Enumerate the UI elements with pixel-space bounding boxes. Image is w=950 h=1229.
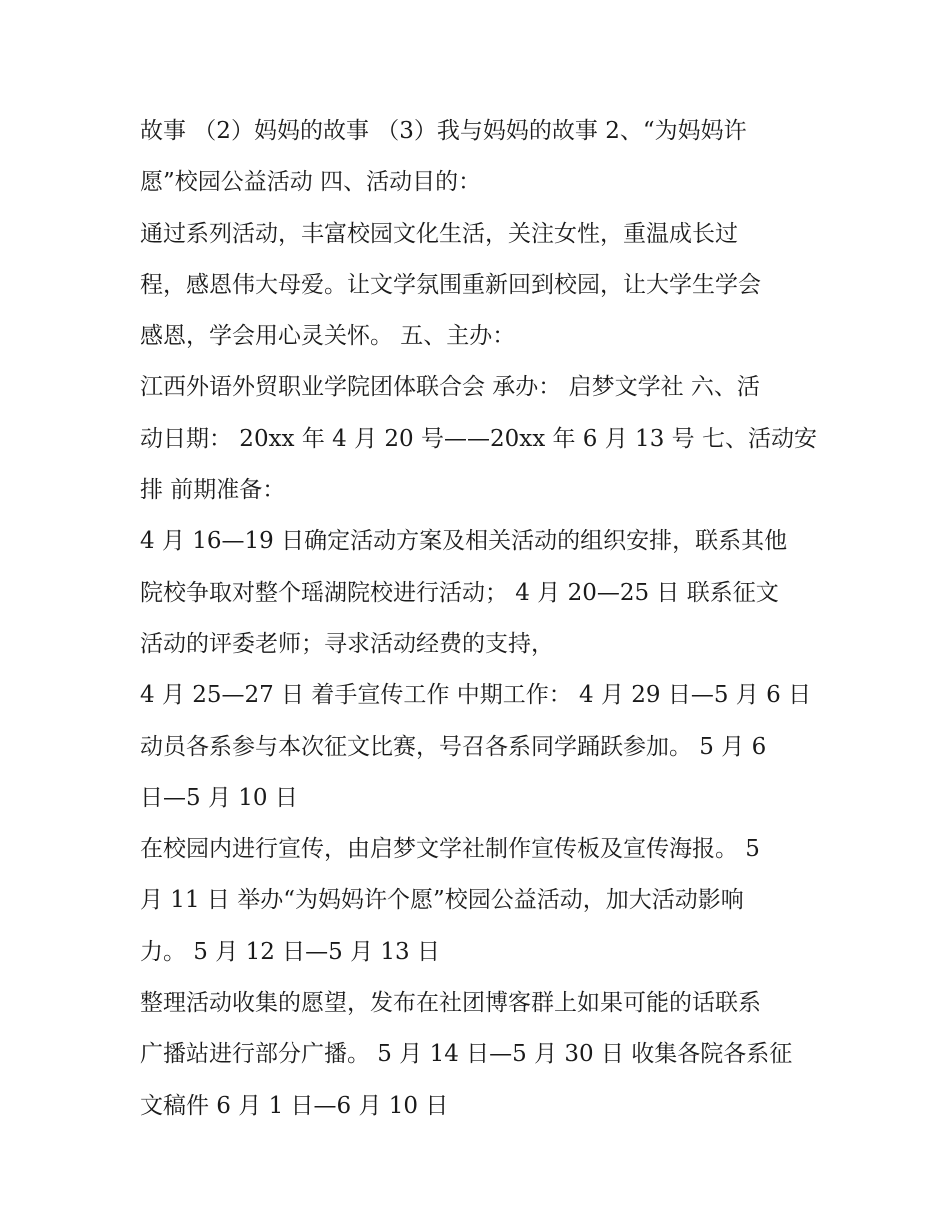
text-line: 通过系列活动，丰富校园文化生活，关注女性，重温成长过 [140, 220, 738, 247]
text-line: 院校争取对整个瑶湖院校进行活动； 4 月 20—25 日 联系征文 [140, 579, 779, 606]
text-line: 日—5 月 10 日 [140, 784, 298, 811]
text-line: 4 月 16—19 日确定活动方案及相关活动的组织安排，联系其他 [140, 528, 788, 555]
text-line: 排 前期准备： [140, 477, 286, 504]
text-line: 力。 5 月 12 日—5 月 13 日 [140, 938, 440, 965]
text-line: 动日期： 20xx 年 4 月 20 号——20xx 年 6 月 13 号 七、活动安 [140, 425, 817, 452]
text-line: 活动的评委老师；寻求活动经费的支持， [140, 630, 554, 657]
text-line: 广播站进行部分广播。 5 月 14 日—5 月 30 日 收集各院各系征 [140, 1041, 793, 1068]
text-line: 月 11 日 举办“为妈妈许个愿”校园公益活动，加大活动影响 [140, 887, 744, 914]
text-line: 愿”校园公益活动 四、活动目的： [140, 169, 482, 196]
text-line: 故事 （2）妈妈的故事 （3）我与妈妈的故事 2、“为妈妈许 [140, 118, 747, 144]
text-line: 程，感恩伟大母爱。让文学氛围重新回到校园，让大学生学会 [140, 271, 761, 298]
text-line: 江西外语外贸职业学院团体联合会 承办： 启梦文学社 六、活 [140, 374, 760, 401]
text-line: 感恩，学会用心灵关怀。 五、主办： [140, 323, 516, 350]
text-line: 动员各系参与本次征文比赛，号召各系同学踊跃参加。 5 月 6 [140, 733, 767, 760]
text-line: 整理活动收集的愿望，发布在社团博客群上如果可能的话联系 [140, 990, 761, 1017]
text-line: 在校园内进行宣传，由启梦文学社制作宣传板及宣传海报。 5 [140, 836, 760, 863]
body-text [140, 106, 830, 1132]
text-line: 文稿件 6 月 1 日—6 月 10 日 [140, 1092, 449, 1119]
text-line: 4 月 25—27 日 着手宣传工作 中期工作： 4 月 29 日—5 月 6 日 [140, 682, 812, 709]
